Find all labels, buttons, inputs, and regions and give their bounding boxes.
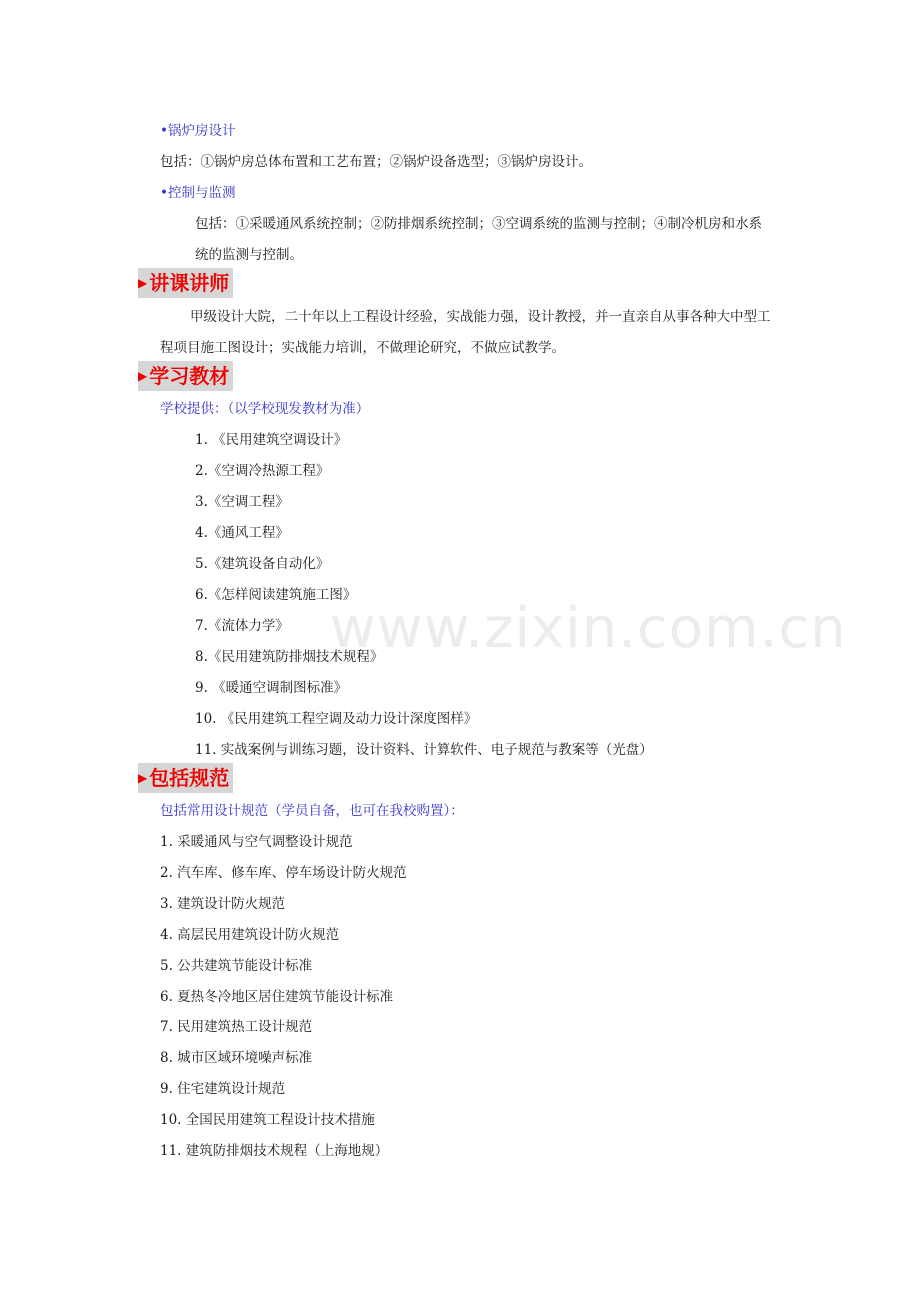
list-item: 4. 高层民用建筑设计防火规范 [160,927,340,943]
list-item: 8. 城市区域环境噪声标准 [160,1050,313,1066]
standards-intro: 包括常用设计规范（学员自备，也可在我校购置）： [160,803,464,819]
list-item: 6. 夏热冬冷地区居住建筑节能设计标准 [160,989,394,1005]
arrow-icon: ▶ [138,771,148,785]
control-text-line1: 包括：①采暖通风系统控制；②防排烟系统控制；③空调系统的监测与控制；④制冷机房和水系 [195,216,762,232]
list-item: 10. 全国民用建筑工程设计技术措施 [160,1112,375,1128]
standards-heading [138,763,233,793]
list-item: 3. 建筑设计防火规范 [160,896,286,912]
list-item: 5.《建筑设备自动化》 [195,556,330,572]
list-item: 5. 公共建筑节能设计标准 [160,958,313,974]
list-item: 4.《通风工程》 [195,525,289,541]
list-item: 1. 《民用建筑空调设计》 [195,432,348,448]
materials-heading [138,361,233,391]
list-item: 11. 建筑防排烟技术规程（上海地规） [160,1143,389,1159]
arrow-icon: ▶ [138,276,148,290]
list-item: 8.《民用建筑防排烟技术规程》 [195,649,384,665]
teacher-text-line2: 程项目施工图设计；实战能力培训，不做理论研究，不做应试教学。 [160,340,565,356]
teacher-heading-label: 讲课讲师 [149,271,230,295]
standards-heading-label: 包括规范 [149,766,230,790]
boiler-title: •锅炉房设计 [160,123,236,139]
control-title: •控制与监测 [160,185,236,201]
boiler-text: 包括：①锅炉房总体布置和工艺布置；②锅炉设备选型；③锅炉房设计。 [160,154,592,170]
list-item: 2.《空调冷热源工程》 [195,463,330,479]
arrow-icon: ▶ [138,369,148,383]
materials-intro: 学校提供：（以学校现发教材为准） [160,401,370,417]
list-item: 1. 采暖通风与空气调整设计规范 [160,834,353,850]
teacher-heading [138,268,233,298]
teacher-text-line1: 甲级设计大院，二十年以上工程设计经验，实战能力强，设计教授，并一直亲自从事各种大中型工 [190,309,771,325]
list-item: 11. 实战案例与训练习题，设计资料、计算软件、电子规范与教案等（光盘） [195,742,653,758]
watermark: www.zixin.com.cn [330,596,847,661]
list-item: 2. 汽车库、修车库、停车场设计防火规范 [160,865,407,881]
materials-heading-label: 学习教材 [149,364,230,388]
list-item: 6.《怎样阅读建筑施工图》 [195,587,357,603]
list-item: 7.《流体力学》 [195,618,289,634]
list-item: 3.《空调工程》 [195,494,289,510]
list-item: 9. 《暖通空调制图标准》 [195,680,348,696]
list-item: 9. 住宅建筑设计规范 [160,1081,286,1097]
list-item: 10. 《民用建筑工程空调及动力设计深度图样》 [195,711,478,727]
control-text-line2: 统的监测与控制。 [195,247,303,263]
list-item: 7. 民用建筑热工设计规范 [160,1019,313,1035]
